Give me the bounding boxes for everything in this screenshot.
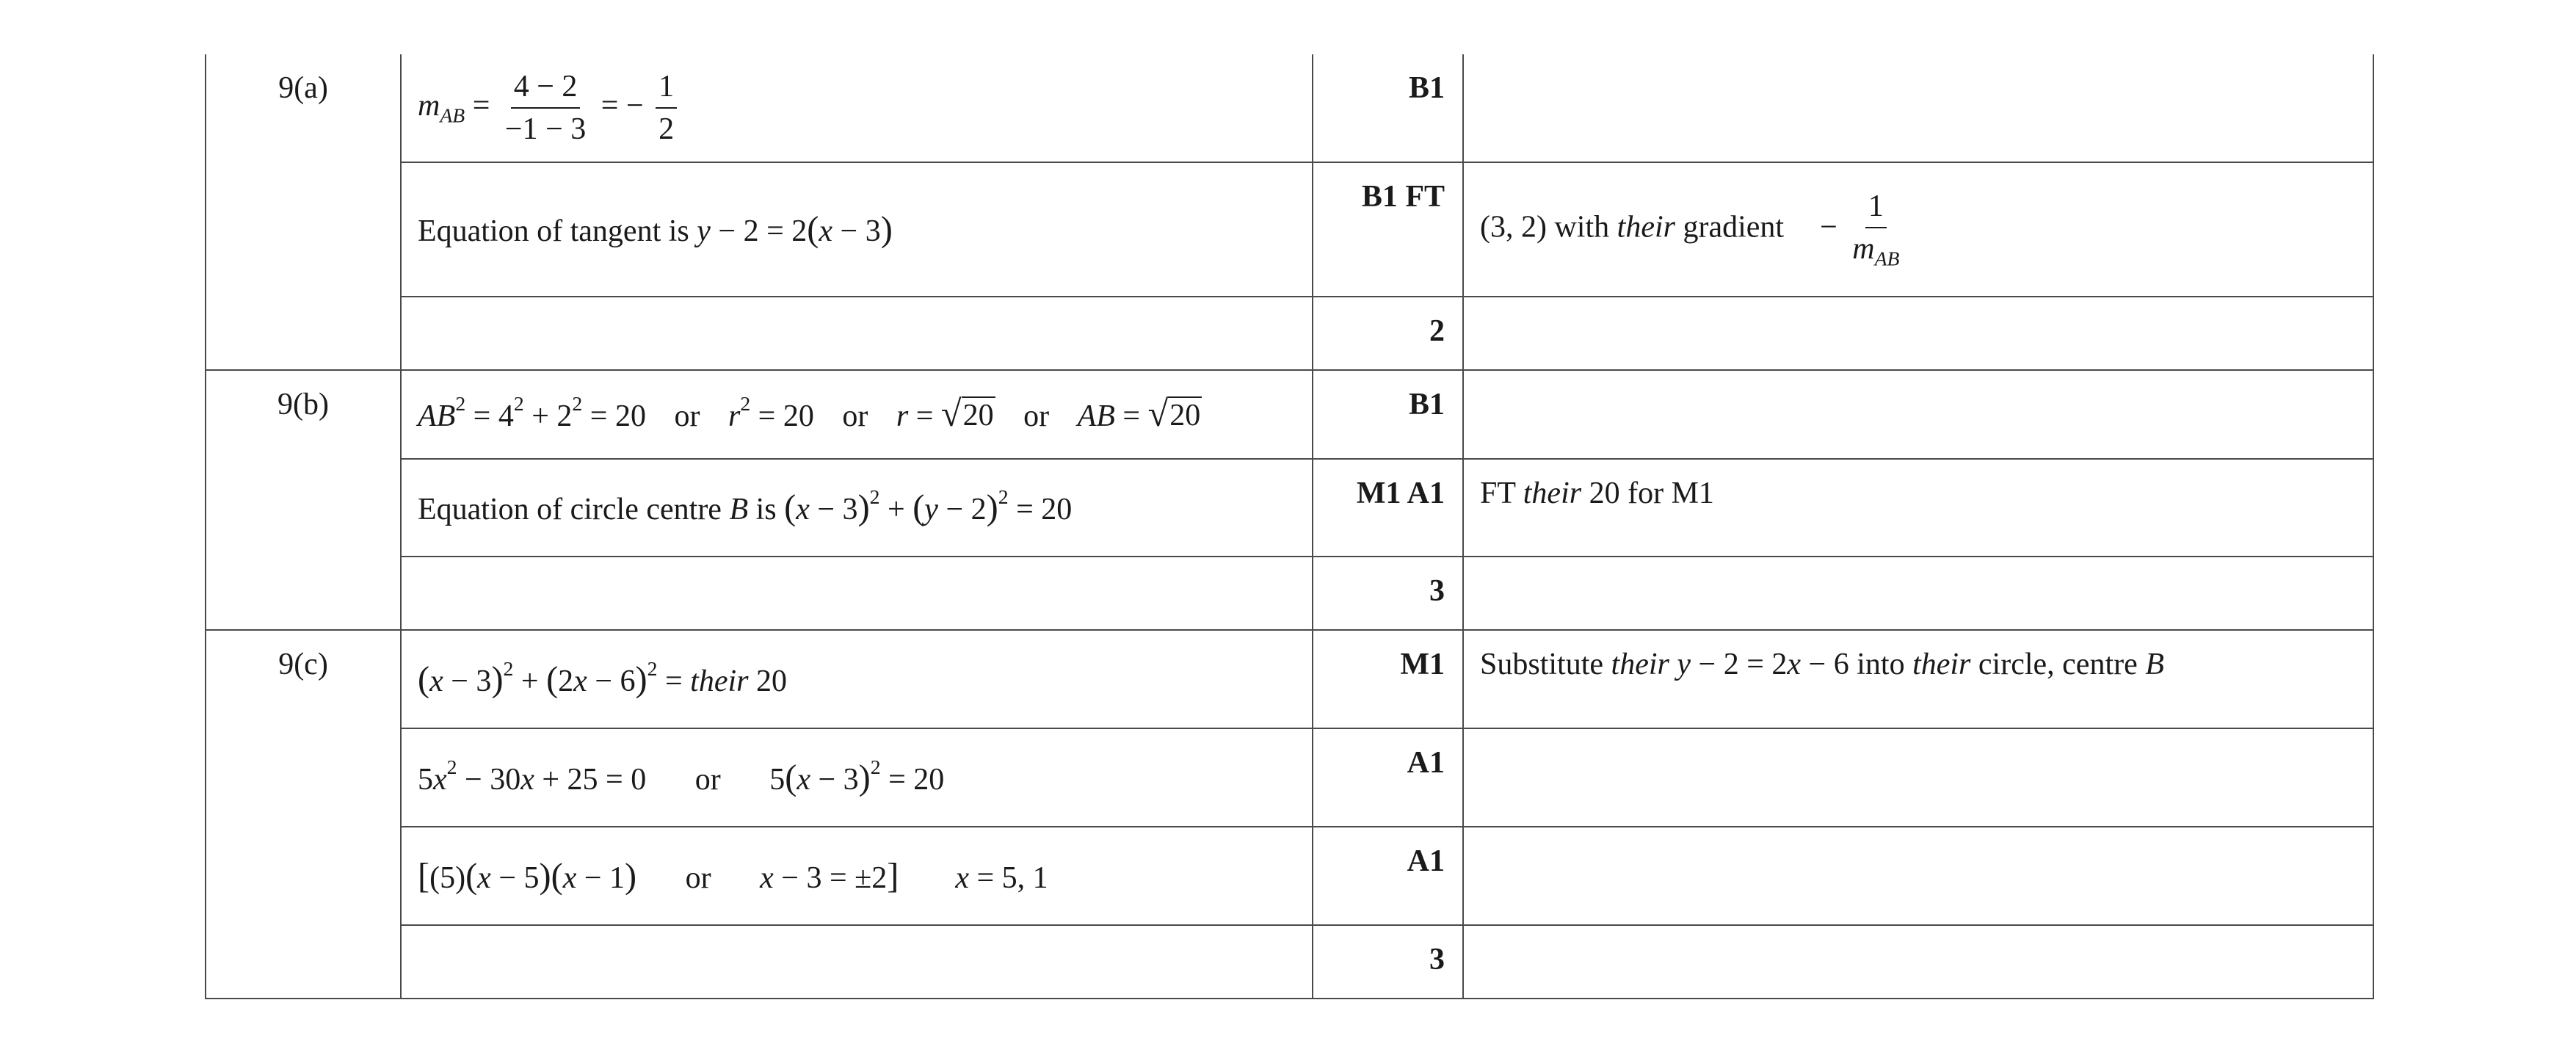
answer-gradient: $m_{AB}$ = $\frac{4 - 2}{-1 - 3}$ = − $\frac{1}{2}$ [418, 89, 681, 123]
table-row [206, 162, 2373, 297]
answer-circle-equation: $(x - 3)^2 + (y - 2)^2 = 20$ [784, 485, 1073, 527]
table-row [206, 459, 2373, 557]
table-row [206, 297, 2373, 370]
answer-cell: Equation of tangent is y − 2 = 2(x − 3) [401, 162, 1313, 297]
answer-cell [401, 557, 1313, 630]
table-row [206, 728, 2373, 827]
question-number: 9(a) [206, 54, 401, 370]
question-number: 9(b) [206, 370, 401, 630]
marks-cell: A1 [1313, 827, 1463, 925]
answer-cell [401, 54, 1313, 162]
guidance-cell [1463, 54, 2373, 162]
total-marks: 3 [1313, 557, 1463, 630]
marks-cell: M1 [1313, 630, 1463, 728]
guidance-cell [1463, 925, 2373, 999]
answer-quadratic: $5x^2 - 30x + 25 = 0$ or $5(x - 3)^2 = 20$ [418, 755, 945, 797]
total-marks: 3 [1313, 925, 1463, 999]
question-number: 9(c) [206, 630, 401, 999]
marks-cell: B1 FT [1313, 162, 1463, 297]
table-row [206, 925, 2373, 999]
guidance-cell: FT their 20 for M1 [1463, 459, 2373, 557]
mark-scheme-table [205, 54, 2374, 999]
marks-cell: A1 [1313, 728, 1463, 827]
marks-cell: B1 [1313, 54, 1463, 162]
guidance-cell [1463, 557, 2373, 630]
table-row [206, 54, 2373, 162]
table-row [206, 370, 2373, 459]
answer-radius: $AB^2 = 4^2 + 2^2 = 20$ or $r^2 = 20$ or r = √ 20 or AB = √ 20 [418, 392, 1201, 434]
answer-solutions: [(5)(x − 5)(x − 1) or x − 3 = ±2] x = 5, 1 [418, 856, 1048, 896]
marks-cell: M1 A1 [1313, 459, 1463, 557]
answer-cell [401, 370, 1313, 459]
answer-cell [401, 630, 1313, 728]
guidance-cell: (3, 2) with their gradient − $\frac{1}{m_{AB}}$ [1463, 162, 2373, 297]
guidance-cell: Substitute their y − 2 = 2x − 6 into their circle, centre B [1463, 630, 2373, 728]
guidance-cell [1463, 370, 2373, 459]
answer-cell [401, 925, 1313, 999]
marks-cell: B1 [1313, 370, 1463, 459]
answer-substitution: $(x - 3)^2 + (2x - 6)^2$ = their 20 [418, 656, 787, 699]
answer-cell [401, 728, 1313, 827]
table-row [206, 630, 2373, 728]
table-row [206, 827, 2373, 925]
answer-tangent-equation: y − 2 = 2(x − 3) [697, 210, 893, 249]
guidance-cell [1463, 827, 2373, 925]
table-row [206, 557, 2373, 630]
answer-cell: Equation of circle centre B is $(x - 3)^2 + (y - 2)^2 = 20$ [401, 459, 1313, 557]
guidance-cell [1463, 728, 2373, 827]
total-marks: 2 [1313, 297, 1463, 370]
answer-cell [401, 827, 1313, 925]
answer-cell [401, 297, 1313, 370]
guidance-cell [1463, 297, 2373, 370]
